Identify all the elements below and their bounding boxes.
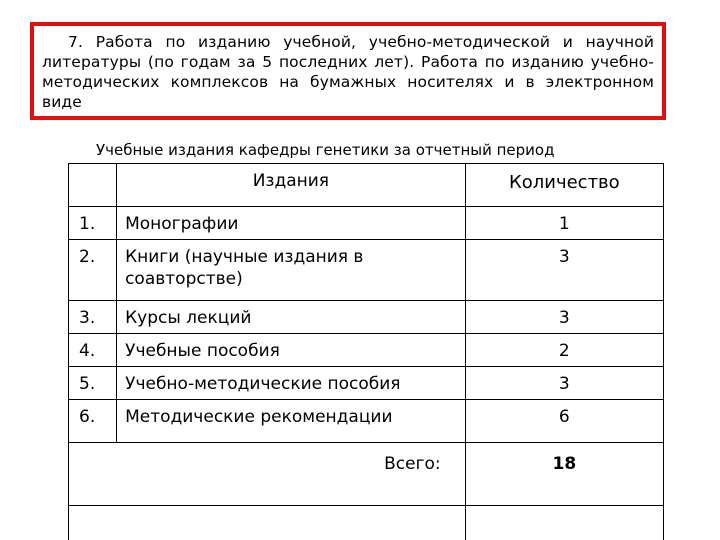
header-num-cell <box>69 164 117 207</box>
table-header-row <box>69 164 664 207</box>
table-row <box>69 400 664 443</box>
row-number: 3. <box>69 301 117 334</box>
table-row <box>69 367 664 400</box>
empty-cell <box>465 506 663 540</box>
row-qty: 1 <box>465 207 663 240</box>
row-qty: 2 <box>465 334 663 367</box>
table-row <box>69 207 664 240</box>
total-label: Всего: <box>69 443 466 506</box>
row-qty: 3 <box>465 367 663 400</box>
section-heading: 7. Работа по изданию учебной, учебно-методической и научной литературы (по годам за 5 последних лет). Работа по изданию учебно-методических комплексов на бумажных носителях и в электронном виде <box>42 33 654 111</box>
table-row <box>69 301 664 334</box>
empty-row <box>69 506 664 540</box>
table-row <box>69 334 664 367</box>
heading-box <box>30 22 666 120</box>
row-name: Монографии <box>117 207 466 240</box>
table-row <box>69 240 664 301</box>
header-qty-cell: Количество <box>465 164 663 207</box>
row-name: Книги (научные издания в соавторстве) <box>117 240 466 301</box>
row-name: Курсы лекций <box>117 301 466 334</box>
total-row <box>69 443 664 506</box>
table-caption: Учебные издания кафедры генетики за отчетный период <box>96 141 555 159</box>
row-name: Учебно-методические пособия <box>117 367 466 400</box>
total-value: 18 <box>465 443 663 506</box>
empty-cell <box>69 506 466 540</box>
row-number: 5. <box>69 367 117 400</box>
header-name-cell: Издания <box>117 164 466 207</box>
row-qty: 6 <box>465 400 663 443</box>
row-number: 4. <box>69 334 117 367</box>
row-number: 2. <box>69 240 117 301</box>
row-name: Учебные пособия <box>117 334 466 367</box>
row-number: 1. <box>69 207 117 240</box>
publications-table <box>68 163 664 540</box>
row-qty: 3 <box>465 240 663 301</box>
row-number: 6. <box>69 400 117 443</box>
row-qty: 3 <box>465 301 663 334</box>
row-name: Методические рекомендации <box>117 400 466 443</box>
